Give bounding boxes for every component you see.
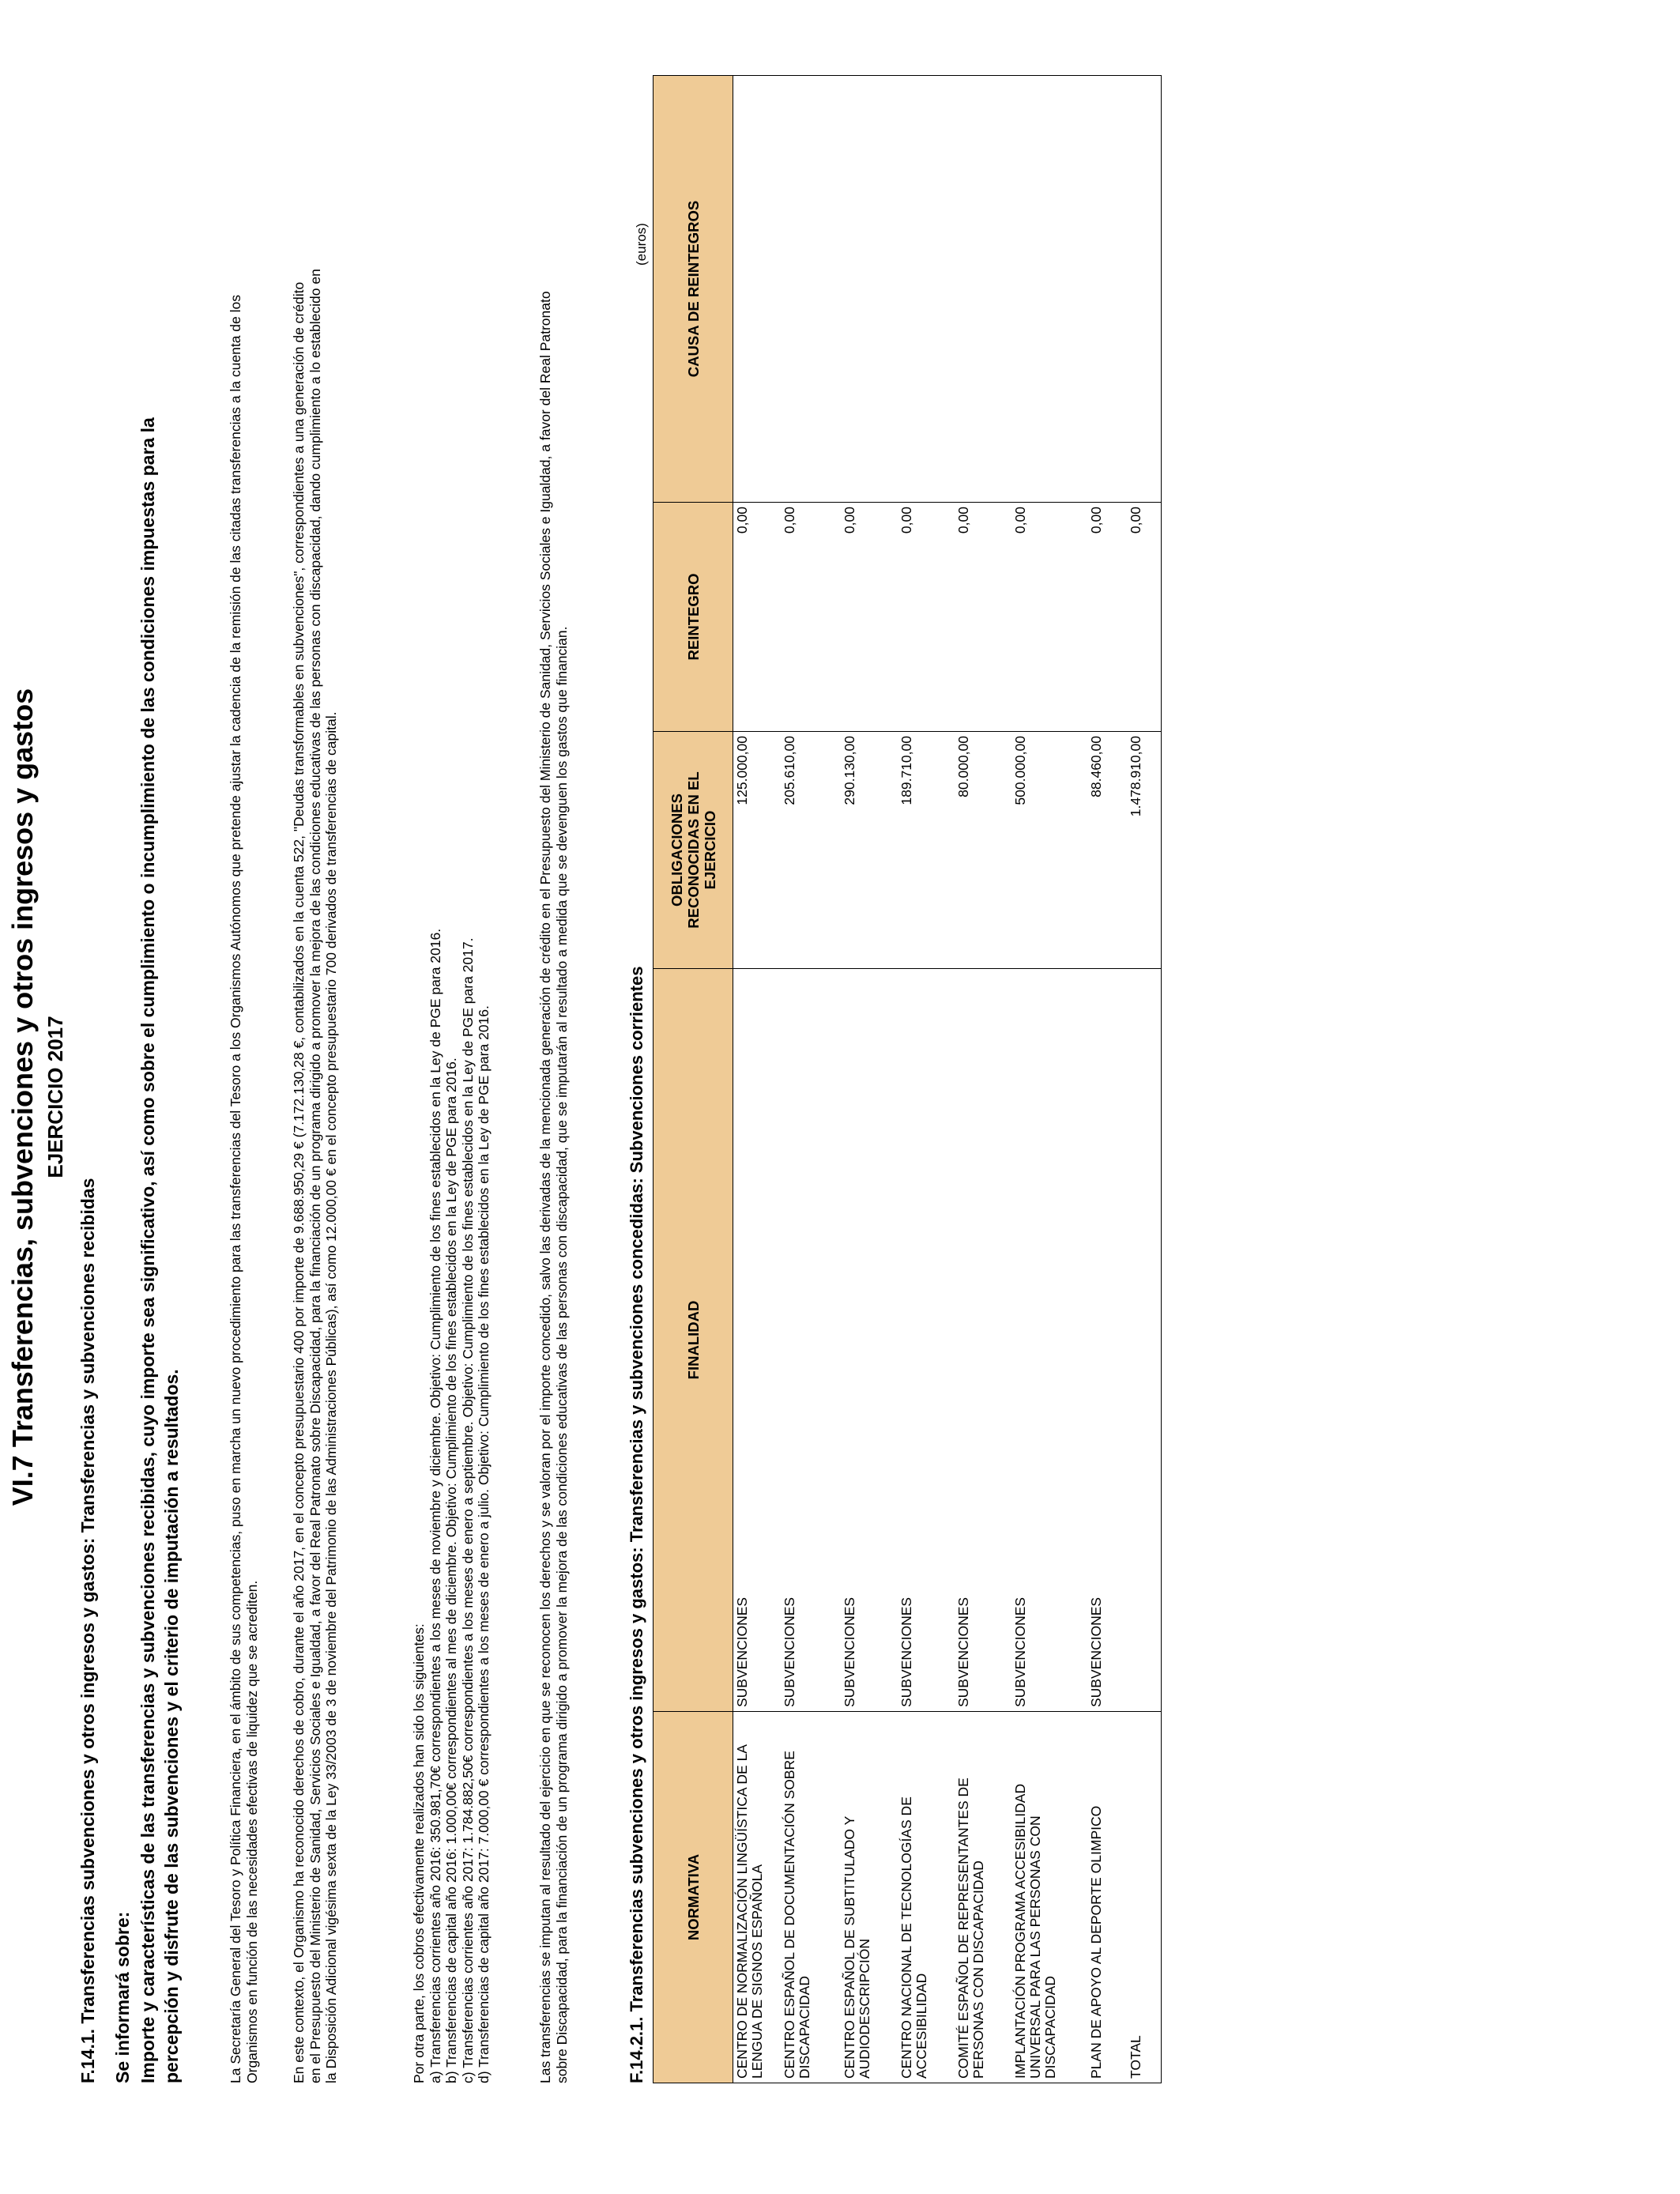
header-finalidad: FINALIDAD — [654, 969, 733, 1712]
cell-reintegro: 0,00 — [781, 503, 841, 732]
cell-reintegro: 0,00 — [841, 503, 898, 732]
table-row — [841, 76, 898, 2083]
informara-text: Importe y características de las transferencias y subvenciones recibidas, cuyo importe sea significativo, así como sobre el cumplimiento o incumplimiento de las condiciones impuestas para la percepción y disfrute de las subvenciones y el criterio de imputación a resultados. — [137, 417, 182, 2083]
cell-normativa: TOTAL — [1127, 1712, 1162, 2083]
cobros-item: c) Transferencias corrientes año 2017: 1.784.882,50€ correspondientes a los meses de enero a septiembre. Objetivo: Cumplimiento de los fines establecidos en la Ley de PGE para 2017. — [459, 937, 476, 2083]
header-causa: CAUSA DE REINTEGROS — [654, 76, 733, 503]
section-heading-f14-1: F.14.1. Transferencias subvenciones y otros ingresos y gastos: Transferencias y subvenciones recibidas — [77, 1178, 98, 2083]
subvenciones-table — [653, 75, 1162, 2083]
header-obligaciones: OBLIGACIONES RECONOCIDAS EN EL EJERCICIO — [654, 732, 733, 969]
cell-finalidad — [1127, 969, 1162, 1712]
cell-obligaciones: 500.000,00 — [1011, 732, 1087, 969]
cell-obligaciones: 125.000,00 — [733, 732, 781, 969]
cell-normativa: CENTRO NACIONAL DE TECNOLOGÍAS DE ACCESIBILIDAD — [898, 1712, 955, 2083]
cell-normativa: IMPLANTACIÓN PROGRAMA ACCESIBILIDAD UNIVERSAL PARA LAS PERSONAS CON DISCAPACIDAD — [1011, 1712, 1087, 2083]
cell-obligaciones: 80.000,00 — [955, 732, 1011, 969]
cobros-intro: Por otra parte, los cobros efectivamente realizados han sido los siguientes: — [411, 1623, 427, 2083]
cell-finalidad: SUBVENCIONES — [781, 969, 841, 1712]
paragraph-1: La Secretaría General del Tesoro y Política Financiera, en el ámbito de sus competencias, puso en marcha un nuevo procedimiento para las transferencias del Tesoro a los Organismos Autónomos que pretende ajustar la cadencia de la remisión de las citadas transferencias a la cuenta de los Organismos en función de las necesidades efectivas de liquidez que se acrediten. — [228, 295, 260, 2083]
table-row — [1011, 76, 1087, 2083]
section-heading-f14-2-1: F.14.2.1. Transferencias subvenciones y otros ingresos y gastos: Transferencias y subvenciones concedidas: Subvenciones corrientes — [627, 966, 646, 2083]
cell-obligaciones: 88.460,00 — [1087, 732, 1127, 969]
cell-finalidad: SUBVENCIONES — [733, 969, 781, 1712]
cell-causa — [733, 76, 781, 503]
cell-causa — [955, 76, 1011, 503]
cell-reintegro: 0,00 — [1087, 503, 1127, 732]
currency-label: (euros) — [634, 223, 649, 266]
header-reintegro: REINTEGRO — [654, 503, 733, 732]
cell-normativa: PLAN DE APOYO AL DEPORTE OLIMPICO — [1087, 1712, 1127, 2083]
page-subtitle: EJERCICIO 2017 — [43, 1016, 67, 1178]
table-row — [898, 76, 955, 2083]
cell-obligaciones: 1.478.910,00 — [1127, 732, 1162, 969]
cell-causa — [1011, 76, 1087, 503]
cell-finalidad: SUBVENCIONES — [1087, 969, 1127, 1712]
table-row-total — [1127, 76, 1162, 2083]
cell-causa — [898, 76, 955, 503]
cell-causa — [1087, 76, 1127, 503]
page-title: VI.7 Transferencias, subvenciones y otros ingresos y gastos — [6, 688, 39, 1506]
cell-normativa: CENTRO ESPAÑOL DE SUBTITULADO Y AUDIODESCRIPCIÓN — [841, 1712, 898, 2083]
cell-obligaciones: 290.130,00 — [841, 732, 898, 969]
cobros-item: a) Transferencias corrientes año 2016: 350.981,70€ correspondientes a los meses de noviembre y diciembre. Objetivo: Cumplimiento de los fines establecidos en la Ley de PGE para 2016. — [427, 928, 443, 2083]
cell-reintegro: 0,00 — [955, 503, 1011, 732]
cell-finalidad: SUBVENCIONES — [1011, 969, 1087, 1712]
table-row — [1087, 76, 1127, 2083]
informara-heading: Se informará sobre: — [112, 1911, 133, 2083]
cell-obligaciones: 205.610,00 — [781, 732, 841, 969]
cell-causa — [1127, 76, 1162, 503]
cell-finalidad: SUBVENCIONES — [841, 969, 898, 1712]
table-row — [733, 76, 781, 2083]
cell-obligaciones: 189.710,00 — [898, 732, 955, 969]
table-row — [781, 76, 841, 2083]
cobros-list — [411, 929, 492, 2083]
cell-finalidad: SUBVENCIONES — [955, 969, 1011, 1712]
cell-finalidad: SUBVENCIONES — [898, 969, 955, 1712]
cell-causa — [781, 76, 841, 503]
paragraph-3: Las transferencias se imputan al resultado del ejercicio en que se reconocen los derechos y se valoran por el importe concedido, salvo las derivadas de la mencionada generación de crédito en el Presupuesto del Ministerio de Sanidad, Servicios Sociales e Igualdad, a favor del Real Patronato sobre Discapacidad, para la financiación de un programa dirigido a promover la mejora de las condiciones educativas de las personas con discapacidad, que se imputarán al resultado a medida que se devenguen los gastos que financian. — [537, 291, 570, 2083]
cell-reintegro: 0,00 — [733, 503, 781, 732]
cell-normativa: CENTRO DE NORMALIZACIÓN LINGÜÍSTICA DE LA LENGUA DE SIGNOS ESPAÑOLA — [733, 1712, 781, 2083]
header-normativa: NORMATIVA — [654, 1712, 733, 2083]
cell-reintegro: 0,00 — [1011, 503, 1087, 732]
paragraph-2: En este contexto, el Organismo ha reconocido derechos de cobro, durante el año 2017, en el concepto presupuestario 400 por importe de 9.688.950,29 € (7.172.130,28 €, contabilizados en la cuenta 522, "Deudas transformables en subvenciones", correspondientes a una generación de crédito en el Presupuesto del Ministerio de Sanidad, Servicios Sociales e Igualdad, a favor del Real Patronato sobre Discapacidad, para la financiación de un programa dirigido a promover la mejora de las condiciones educativas de las personas con discapacidad, dando cumplimiento a lo establecido en la Disposición Adicional vigésima sexta de la Ley 33/2003 de 3 de noviembre del Patrimonio de las Administraciones Públicas), así como 12.000,00 € en el concepto presupuestario 700 derivados de transferencias de capital. — [291, 269, 339, 2083]
cell-reintegro: 0,00 — [898, 503, 955, 732]
cell-normativa: COMITÉ ESPAÑOL DE REPRESENTANTES DE PERSONAS CON DISCAPACIDAD — [955, 1712, 1011, 2083]
cell-normativa: CENTRO ESPAÑOL DE DOCUMENTACIÓN SOBRE DISCAPACIDAD — [781, 1712, 841, 2083]
table-row — [955, 76, 1011, 2083]
table-header-row — [654, 76, 733, 2083]
cell-causa — [841, 76, 898, 503]
cobros-item: d) Transferencias de capital año 2017: 7.000,00 € correspondientes a los meses de enero a julio. Objetivo: Cumplimiento de los fines establecidos en la Ley de PGE para 2016. — [476, 1005, 492, 2083]
cell-reintegro: 0,00 — [1127, 503, 1162, 732]
cobros-item: b) Transferencias de capital año 2016: 1.000,00€ correspondientes al mes de diciembre. Objetivo: Cumplimiento de los fines establecidos en la Ley de PGE para 2016. — [443, 1057, 459, 2083]
